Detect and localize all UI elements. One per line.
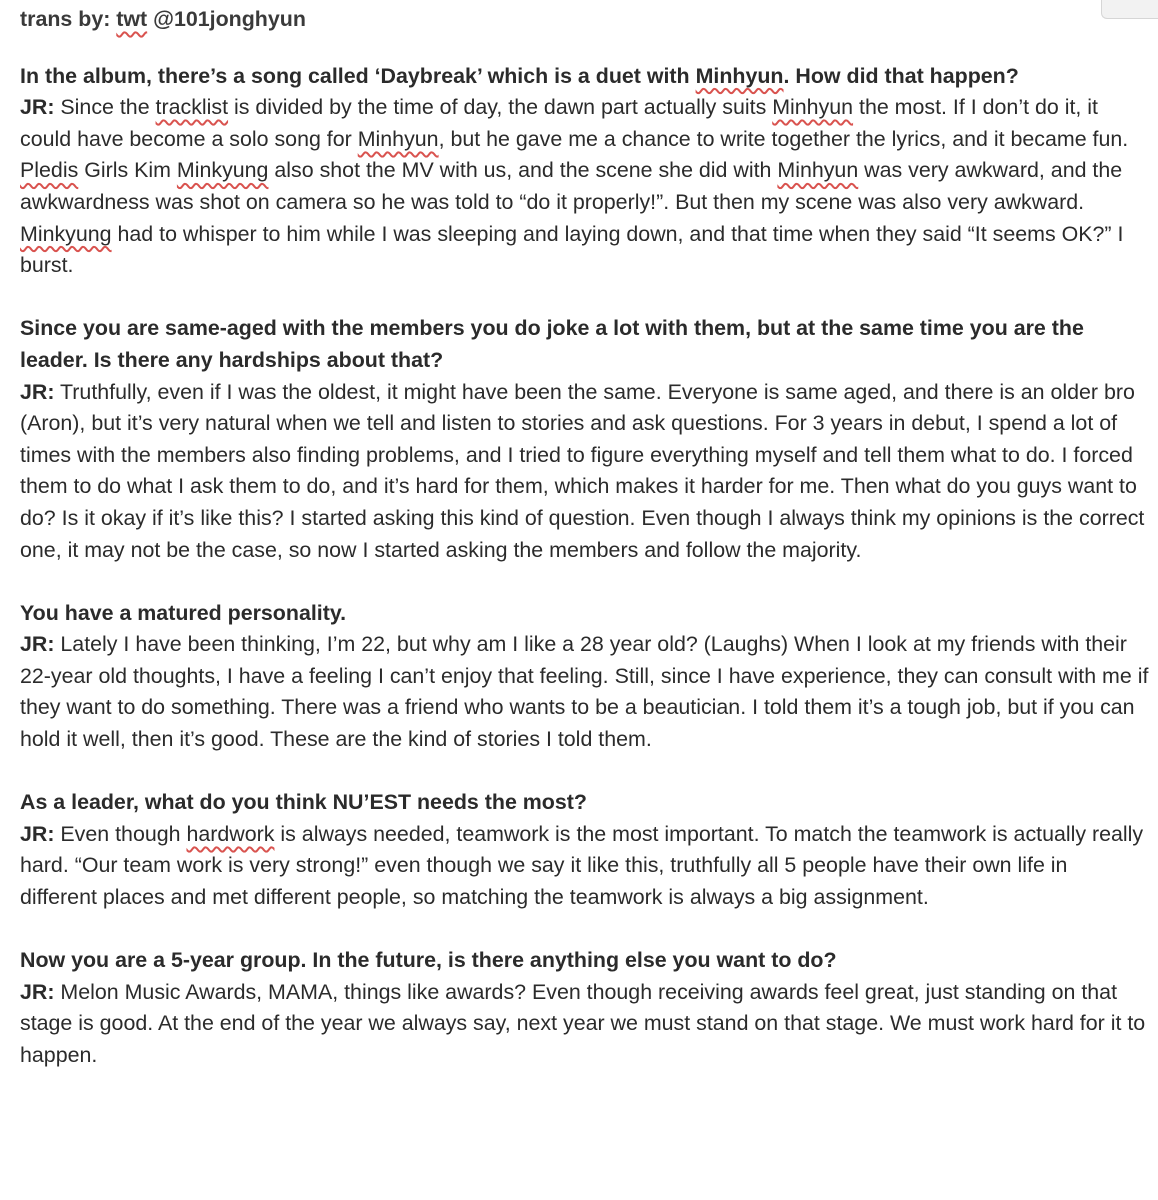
interview-question — [20, 945, 1150, 977]
qa-block — [20, 598, 1150, 756]
interview-question — [20, 598, 1150, 630]
document-page — [20, 4, 1150, 1103]
answer-text: was very awkward, and the awkwardness was shot on camera so he was told to “do it properly!”. But then my scene was also very awkward. — [20, 158, 1123, 214]
answer-text: Lately I have been thinking, I’m 22, but why am I like a 28 year old? (Laughs) When I look at my friends with their 22-year old thoughts, I have a feeling I can’t enjoy that feeling. Still, since I have experience, they can consult with me if they want to do something. There was a friend who wants to be a beautician. I told them it’s a tough job, but if you can hold it well, then it’s good. These are the kind of stories I told them. — [20, 632, 1149, 752]
answer-text: is always needed, teamwork is the most important. To match the teamwork is actually really hard. “Our team work is very strong!” even though we say it like this, truthfully all 5 people have their own life in different places and met different people, so matching the teamwork is always a big assignment. — [20, 821, 1144, 910]
answer-text: the most. If I don’t do it, it could have become a solo song for — [20, 95, 1098, 151]
question-text: . How did that happen? — [783, 63, 1019, 88]
qa-block — [20, 313, 1150, 566]
spellcheck-flagged-word: Minkyung — [20, 221, 112, 246]
spellcheck-flagged-word: Pledis — [20, 158, 79, 183]
answer-text: Truthfully, even if I was the oldest, it might have been the same. Everyone is same aged, and there is an older bro (Aron), but it’s very natural when we tell and listen to stories and ask questions. For 3 years in debut, I spend a lot of times with the members also finding problems, and I tried to figure everything myself and tell them what to do. I forced them to do what I ask them to do, and it’s hard for them, which makes it harder for me. Then what do you guys want to do? Is it okay if it’s like this? I started asking this kind of question. Even though I always think my opinions is the correct one, it may not be the case, so now I started asking the members and follow the majority. — [20, 379, 1145, 562]
question-text: Now you are a 5-year group. In the future, is there anything else you want to do? — [20, 948, 837, 973]
speaker-label: JR: — [20, 379, 55, 404]
spellcheck-flagged-word: tracklist — [155, 95, 229, 120]
interview-question — [20, 313, 1150, 376]
speaker-label: JR: — [20, 979, 55, 1004]
answer-text: , but he gave me a chance to write together the lyrics, and it became fun. — [438, 126, 1129, 151]
question-text: Since you are same-aged with the members you do joke a lot with them, but at the same time you are the leader. Is there any hardships about that? — [20, 316, 1084, 372]
answer-text: Since the — [54, 95, 156, 120]
spellcheck-flagged-word: hardwork — [186, 821, 275, 846]
answer-text: Girls Kim — [78, 158, 177, 183]
interview-answer — [20, 819, 1150, 914]
answer-text: also shot the MV with us, and the scene she did with — [268, 158, 778, 183]
answer-text: is divided by the time of day, the dawn part actually suits — [228, 95, 773, 120]
credit-handle: @101jonghyun — [147, 7, 306, 31]
interview-answer — [20, 977, 1150, 1072]
speaker-label: JR: — [20, 821, 55, 846]
interview-answer — [20, 629, 1150, 755]
question-text: As a leader, what do you think NU’EST needs the most? — [20, 790, 587, 815]
interview-answer — [20, 377, 1150, 567]
spellcheck-flagged-word: Minkyung — [176, 158, 269, 183]
answer-text: had to whisper to him while I was sleeping and laying down, and that time when they said “It seems OK?” I burst. — [20, 221, 1124, 278]
answer-text: Even though — [54, 821, 187, 846]
translator-credit — [20, 4, 1150, 36]
answer-text: Melon Music Awards, MAMA, things like awards? Even though receiving awards feel great, just standing on that stage is good. At the end of the year we always say, next year we must stand on that stage. We must work hard for it to happen. — [20, 979, 1146, 1067]
speaker-label: JR: — [20, 632, 55, 657]
spellcheck-flagged-word: Minhyun — [772, 95, 854, 120]
question-text: In the album, there’s a song called ‘Daybreak’ which is a duet with — [20, 63, 696, 88]
interview-question — [20, 61, 1150, 93]
qa-block — [20, 945, 1150, 1071]
spellcheck-flagged-word: Minhyun — [357, 126, 439, 151]
interview-question — [20, 787, 1150, 819]
credit-twt: twt — [116, 7, 148, 31]
speaker-label: JR: — [20, 95, 55, 120]
qa-block — [20, 61, 1150, 282]
qa-block — [20, 787, 1150, 913]
interview-qa-list — [20, 61, 1150, 1072]
spellcheck-flagged-word: Minhyun — [695, 63, 784, 88]
interview-answer — [20, 92, 1150, 282]
spellcheck-flagged-word: Minhyun — [777, 158, 859, 183]
question-text: You have a matured personality. — [20, 600, 347, 625]
credit-prefix: trans by: — [20, 7, 117, 31]
